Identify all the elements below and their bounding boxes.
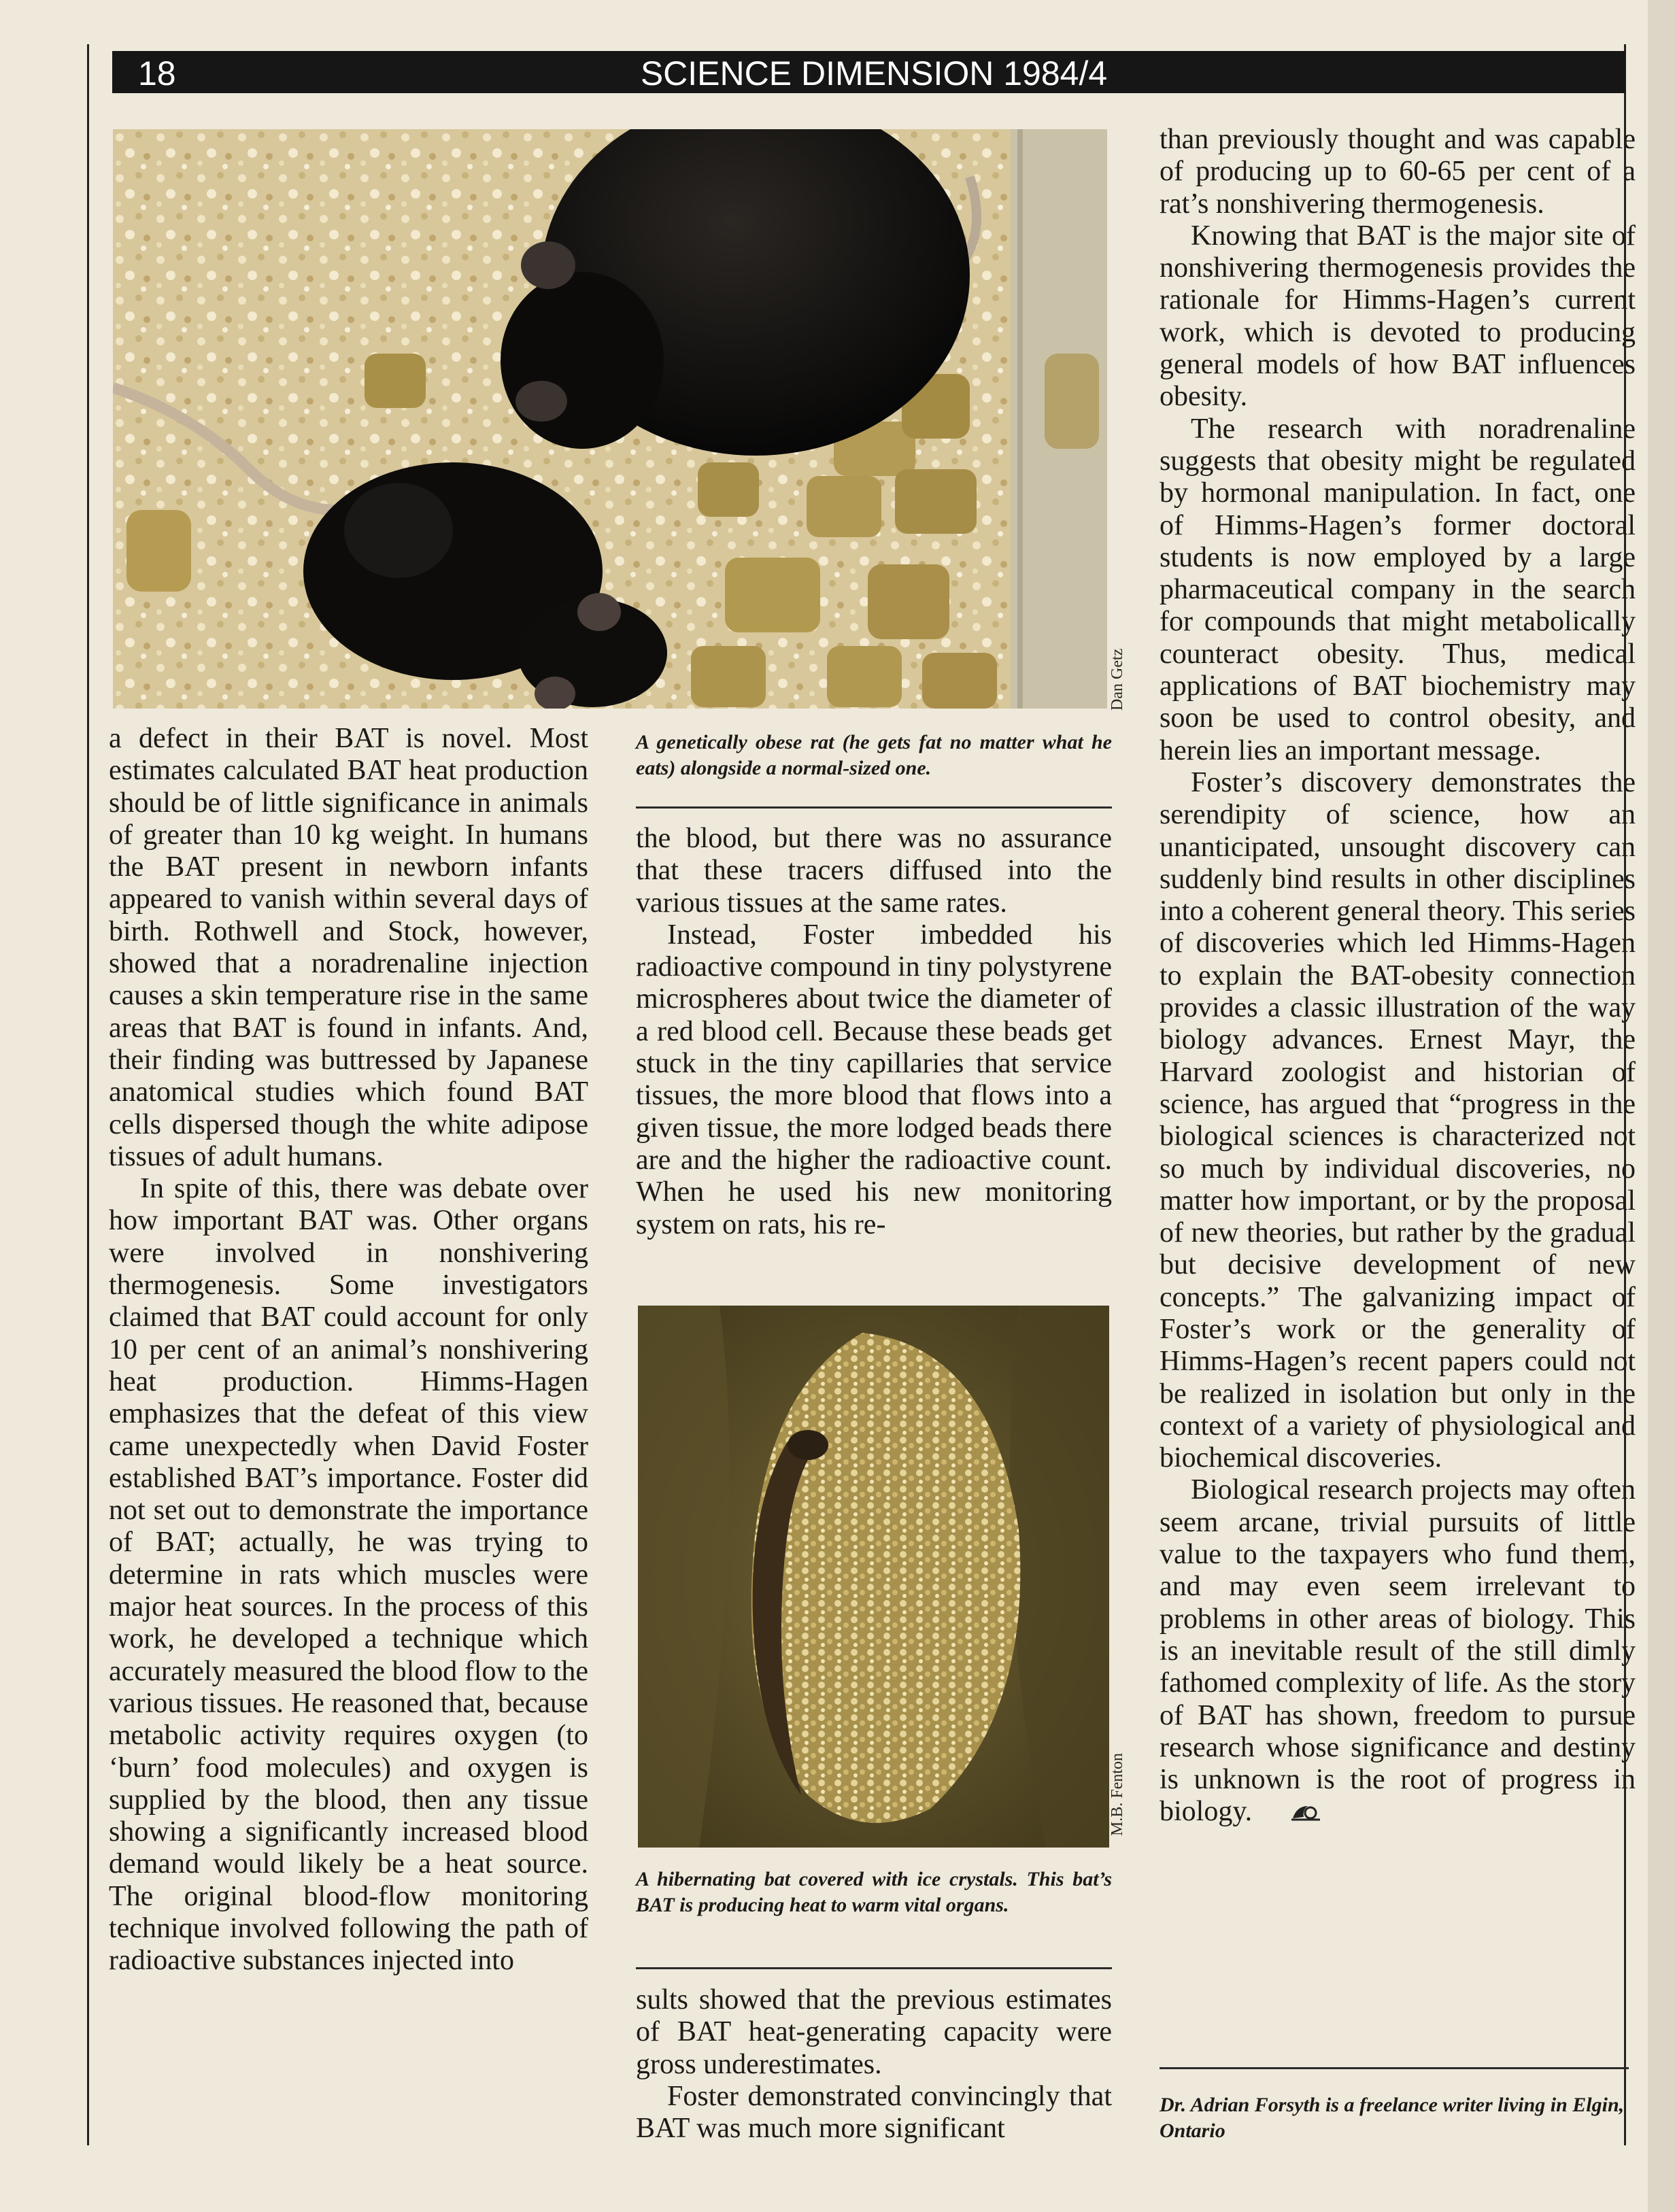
bat-photo-image	[638, 1306, 1109, 1848]
rat-photo-caption: A genetically obese rat (he gets fat no matter what he eats) alongside a normal-sized one.	[636, 731, 1112, 779]
left-margin-rule	[87, 44, 89, 2145]
page-number: 18	[138, 54, 176, 92]
final-paragraph-text: Biological research projects may often seem arcane, trivial pursuits of little value to the taxpayers who fund them, and may even seem irrelevant to problems in other areas of biology. This is an inevitable result of the still dimly fathomed complexity of life. As the story of BAT has shown, freedom to pursue research whose significance and destiny is unknown is the root of progress in biology.	[1160, 1474, 1636, 1828]
magazine-title: SCIENCE DIMENSION 1984/4	[640, 54, 1108, 92]
photo-credit-2: M.B. Fenton	[1109, 1752, 1126, 1836]
bat-photo-caption: A hibernating bat covered with ice crystals. This bat’s BAT is producing heat to warm vital organs.	[636, 1868, 1112, 1916]
paragraph: sults showed that the previous estimates of BAT heat-generating capacity were gross underestimates.	[636, 1984, 1112, 2080]
bat-photo	[638, 1306, 1109, 1848]
paragraph: than previously thought and was capable of producing up to 60-65 per cent of a rat’s nonshivering thermogenesis.	[1160, 124, 1636, 220]
paragraph: Knowing that BAT is the major site of nonshivering thermogenesis provides the rationale for Himms-Hagen’s current work, which is devoted to producing general models of how BAT influences obesity.	[1160, 220, 1636, 413]
byline-divider	[1160, 2067, 1629, 2069]
page-edge	[1648, 0, 1675, 2212]
column-3	[1160, 124, 1636, 1830]
paragraph: Foster demonstrated convincingly that BAT was much more significant	[636, 2080, 1112, 2145]
paragraph: a defect in their BAT is novel. Most estimates calculated BAT heat production should be of little significance in animals of greater than 10 kg weight. In humans the BAT present in newborn infants appeared to vanish within several days of birth. Rothwell and Stock, however, showed that a noradrenaline injection causes a skin temperature rise in the same areas that BAT is found in infants. And, their finding was buttressed by Japanese anatomical studies which found BAT cells dispersed though the white adipose tissues of adult humans.	[109, 723, 588, 1172]
caption-divider-1	[636, 806, 1112, 809]
paragraph: Instead, Foster imbedded his radioactive compound in tiny polystyrene microspheres about twice the diameter of a red blood cell. Because these beads get stuck in the tiny capillaries that service tissues, the more blood that flows into a given tissue, the more lodged beads there are and the higher the radioactive count. When he used his new monitoring system on rats, his re-	[636, 919, 1112, 1240]
rat-photo-image	[113, 129, 1107, 709]
paragraph: Foster’s discovery demonstrates the serendipity of science, how an unanticipated, unsought discovery can suddenly bind results in other disciplines into a coherent general theory. This series of discoveries which led Himms-Hagen to explain the BAT-obesity connection provides a classic illustration of the way biology advances. Ernest Mayr, the Harvard zoologist and historian of science, has argued that “progress in the biological sciences is characterized not so much by individual discoveries, no matter how important, or by the proposal of new theories, but rather by the gradual but decisive development of new concepts.” The galvanizing impact of Foster’s work or the generality of Himms-Hagen’s recent papers could not be realized in isolation but only in the context of a variety of physiological and biochemical discoveries.	[1160, 766, 1636, 1474]
end-mark-icon	[1259, 1798, 1321, 1830]
page-header	[112, 51, 1625, 93]
paragraph: The research with noradrenaline suggests that obesity might be regulated by hormonal manipulation. In fact, one of Himms-Hagen’s former doctoral students is now employed by a large pharmaceutical company in the search for compounds that might metabolically counteract obesity. Thus, medical applications of BAT biochemistry may soon be used to control obesity, and herein lies an important message.	[1160, 413, 1636, 766]
column-2-bottom	[636, 1984, 1112, 2145]
paragraph: In spite of this, there was debate over how important BAT was. Other organs were involved in nonshivering thermogenesis. Some investigators claimed that BAT could account for only 10 per cent of an animal’s nonshivering heat production. Himms-Hagen emphasizes that the defeat of this view came unexpectedly when David Foster established BAT’s importance. Foster did not set out to demonstrate the importance of BAT; actually, he was trying to determine in rats which muscles were major heat sources. In the process of this work, he developed a technique which accurately measured the blood flow to the various tissues. He reasoned that, because metabolic activity requires oxygen (to ‘burn’ food molecules) and oxygen is supplied by the blood, then any tissue showing a significantly increased blood demand would likely be a heat source. The original blood-flow monitoring technique involved following the path of radioactive substances injected into	[109, 1173, 588, 1977]
column-1	[109, 723, 588, 2142]
rat-photo	[113, 129, 1107, 709]
paragraph-final	[1160, 1474, 1636, 1830]
author-byline: Dr. Adrian Forsyth is a freelance writer living in Elgin, Ontario	[1160, 2094, 1625, 2142]
column-2-top	[636, 823, 1112, 1241]
caption-divider-2	[636, 1967, 1112, 1969]
photo-credit-1: Dan Getz	[1109, 648, 1126, 711]
paragraph: the blood, but there was no assurance that these tracers diffused into the various tissues at the same rates.	[636, 823, 1112, 919]
